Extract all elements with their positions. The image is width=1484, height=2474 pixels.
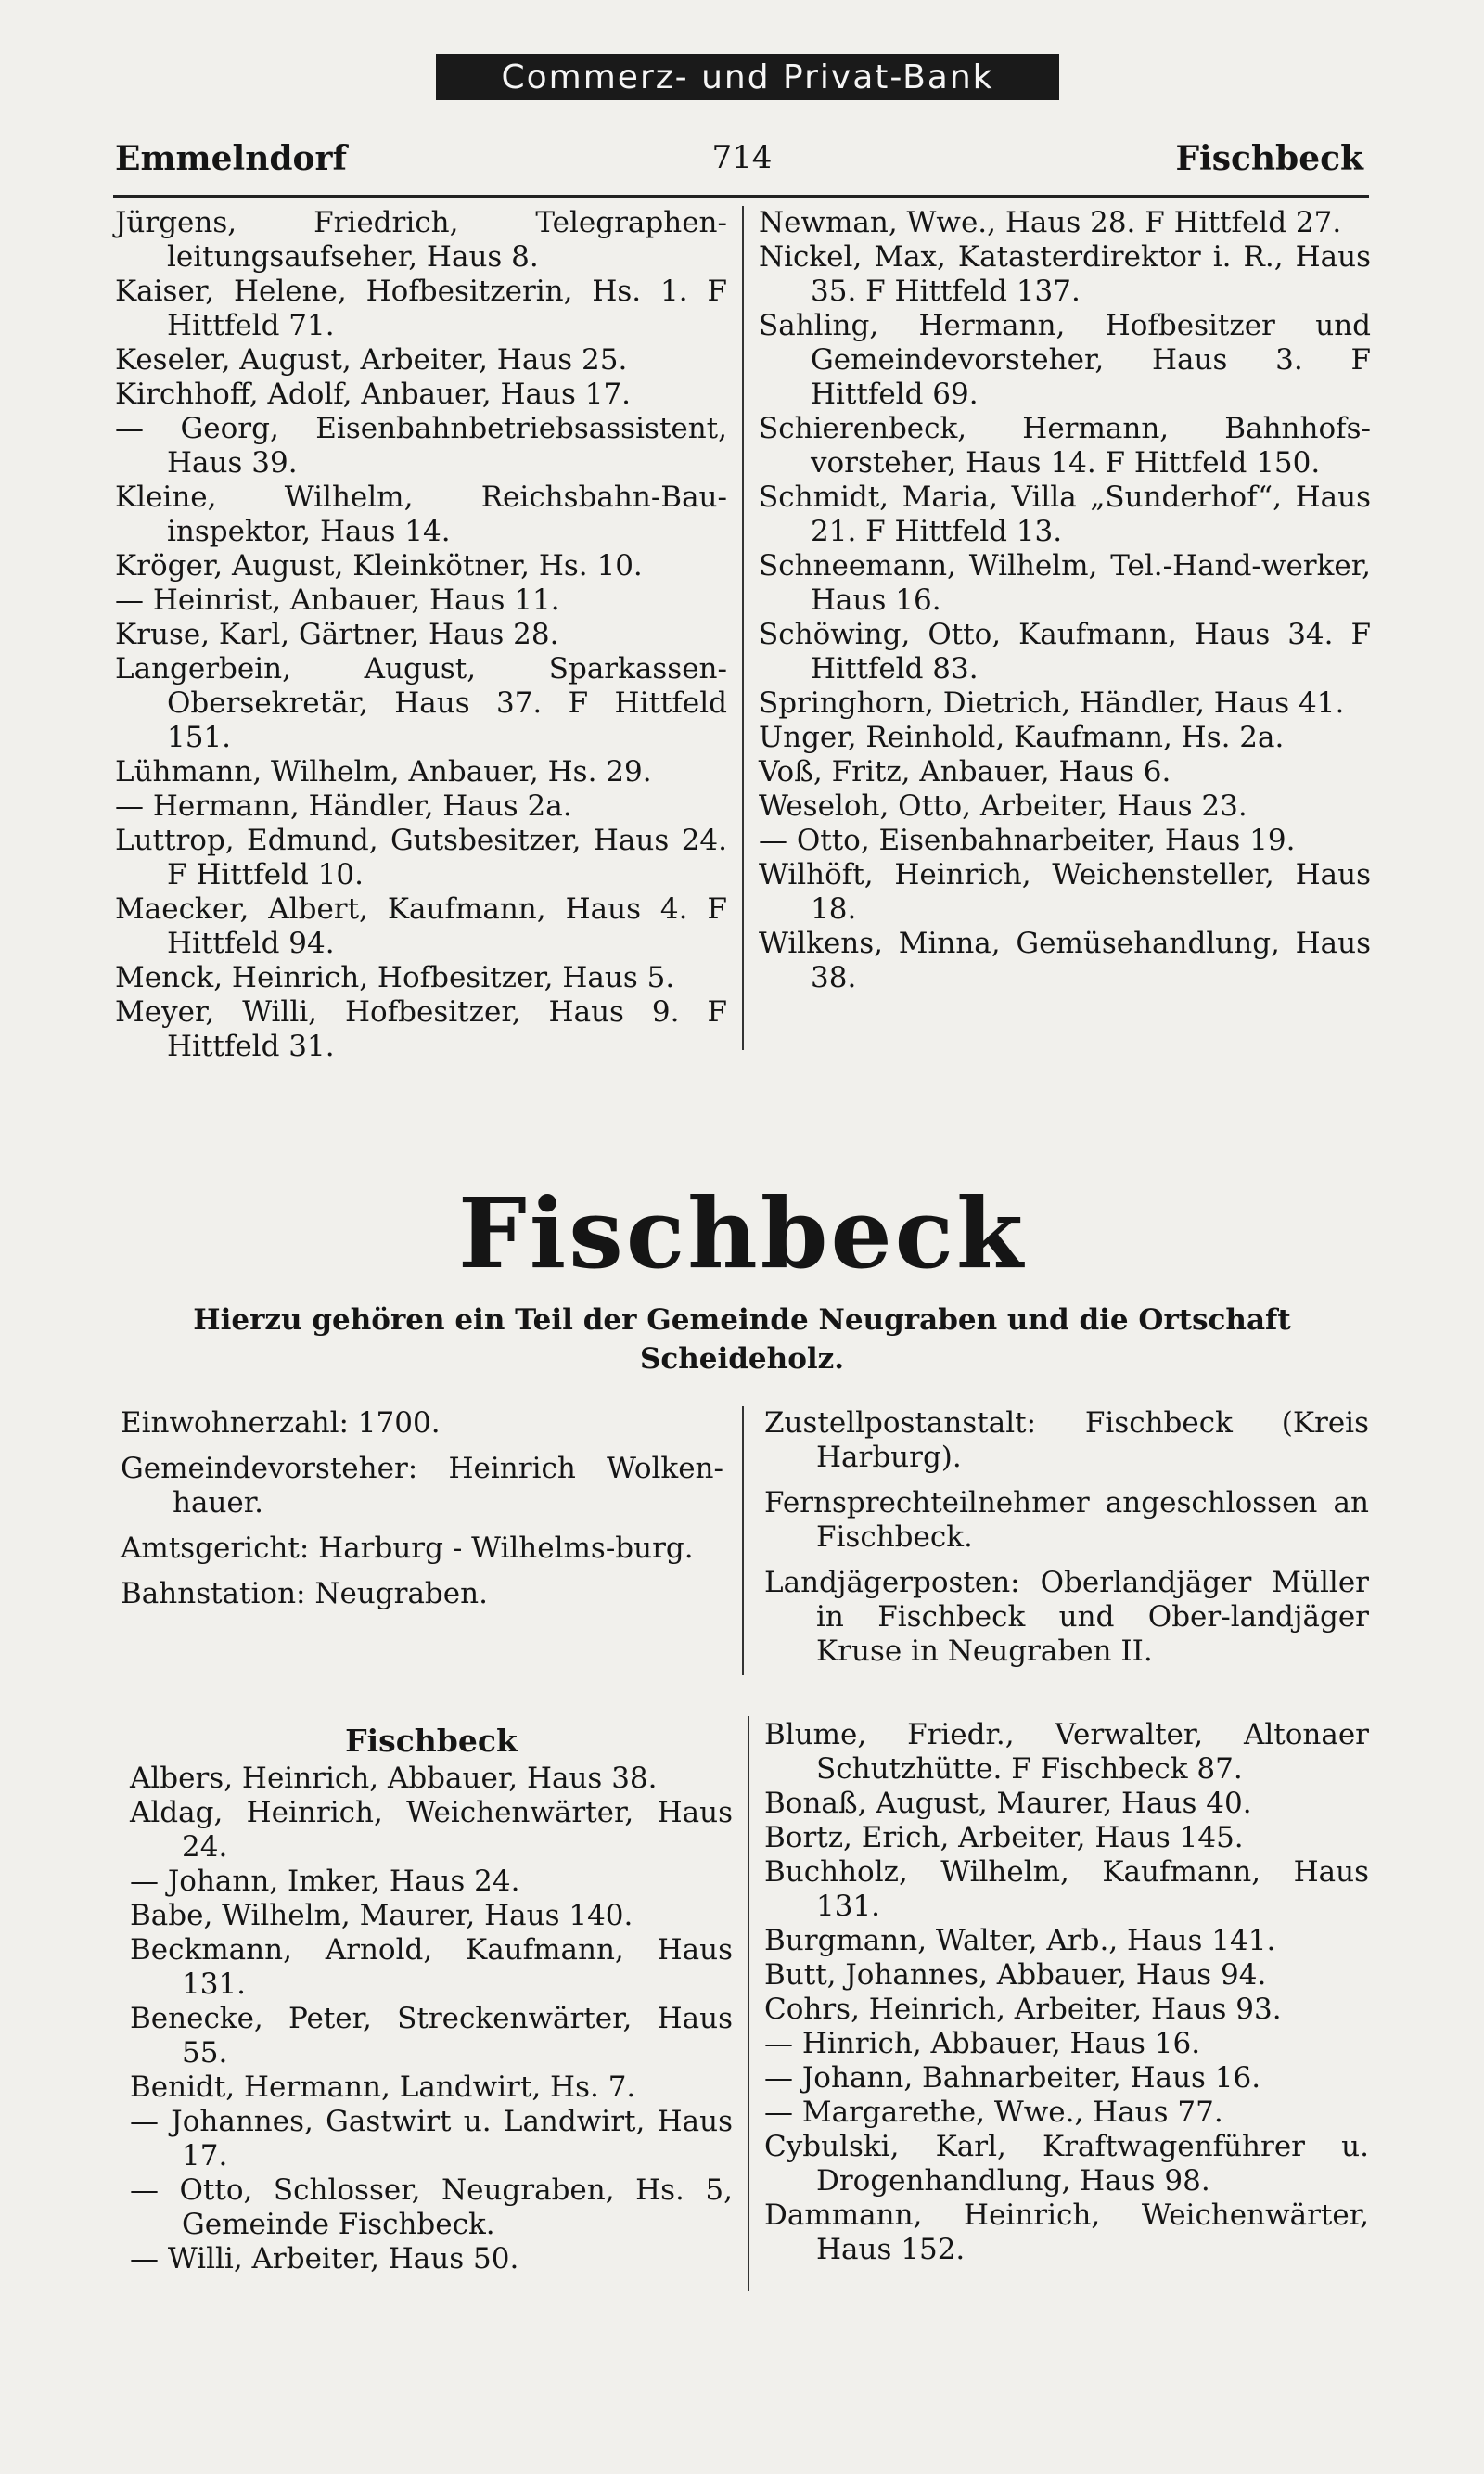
info-item: Bahnstation: Neugraben. xyxy=(121,1577,488,1610)
list-item: Kleine, Wilhelm, Reichsbahn-Bau-inspektor, Haus 14. xyxy=(115,481,727,548)
list-item: — Otto, Schlosser, Neugraben, Hs. 5, Gemeinde Fischbeck. xyxy=(130,2173,733,2241)
list-item: Schierenbeck, Hermann, Bahnhofs-vorsteher, Haus 14. F Hittfeld 150. xyxy=(759,412,1371,480)
list-item: Buchholz, Wilhelm, Kaufmann, Haus 131. xyxy=(764,1855,1369,1923)
list-item: Menck, Heinrich, Hofbesitzer, Haus 5. xyxy=(115,961,675,994)
info-item: Fernsprechteilnehmer angeschlossen an Fischbeck. xyxy=(764,1486,1369,1554)
section-subtitle: Hierzu gehören ein Teil der Gemeinde Neugraben und die Ortschaft Scheideholz. xyxy=(193,1303,1291,1376)
bank-banner: Commerz- und Privat-Bank xyxy=(436,54,1059,100)
list-item: Lühmann, Wilhelm, Anbauer, Hs. 29. xyxy=(115,755,652,788)
info-item: Zustellpostanstalt: Fischbeck (Kreis Harburg). xyxy=(764,1406,1369,1474)
header-rule xyxy=(113,195,1369,198)
list-item: — Margarethe, Wwe., Haus 77. xyxy=(764,2096,1223,2129)
list-item: — Georg, Eisenbahnbetriebsassistent, Haus 39. xyxy=(115,412,727,480)
list-item: Cohrs, Heinrich, Arbeiter, Haus 93. xyxy=(764,1993,1282,2026)
list-item: Wilkens, Minna, Gemüsehandlung, Haus 38. xyxy=(759,927,1371,994)
bottom-right-column xyxy=(764,1718,1369,2267)
info-item: Amtsgericht: Harburg - Wilhelms-burg. xyxy=(121,1532,694,1565)
header-right-keyword: Fischbeck xyxy=(1175,139,1363,178)
bottom-left-column xyxy=(130,1724,733,2276)
list-item: Benidt, Hermann, Landwirt, Hs. 7. xyxy=(130,2070,636,2104)
list-item: Kruse, Karl, Gärtner, Haus 28. xyxy=(115,618,559,651)
info-left-column xyxy=(121,1406,723,1622)
list-item: Maecker, Albert, Kaufmann, Haus 4. F Hittfeld 94. xyxy=(115,892,727,960)
list-item: Newman, Wwe., Haus 28. F Hittfeld 27. xyxy=(759,206,1342,239)
list-item: Meyer, Willi, Hofbesitzer, Haus 9. F Hittfeld 31. xyxy=(115,995,727,1063)
sub-section-heading: Fischbeck xyxy=(345,1723,518,1759)
list-item: Springhorn, Dietrich, Händler, Haus 41. xyxy=(759,686,1345,720)
info-right-column xyxy=(764,1406,1369,1680)
list-item: — Johann, Imker, Haus 24. xyxy=(130,1865,520,1898)
list-item: Cybulski, Karl, Kraftwagenführer u. Drogenhandlung, Haus 98. xyxy=(764,2130,1369,2198)
list-item: — Johannes, Gastwirt u. Landwirt, Haus 17. xyxy=(130,2105,733,2173)
list-item: Kröger, August, Kleinkötner, Hs. 10. xyxy=(115,549,643,583)
list-item: — Heinrist, Anbauer, Haus 11. xyxy=(115,583,560,617)
column-divider xyxy=(742,206,744,1050)
list-item: Sahling, Hermann, Hofbesitzer und Gemeindevorsteher, Haus 3. F Hittfeld 69. xyxy=(759,309,1371,411)
list-item: Weseloh, Otto, Arbeiter, Haus 23. xyxy=(759,789,1247,823)
list-item: Butt, Johannes, Abbauer, Haus 94. xyxy=(764,1958,1267,1992)
list-item: Dammann, Heinrich, Weichenwärter, Haus 152. xyxy=(764,2198,1369,2266)
list-item: Unger, Reinhold, Kaufmann, Hs. 2a. xyxy=(759,721,1285,754)
list-item: Kirchhoff, Adolf, Anbauer, Haus 17. xyxy=(115,378,632,411)
list-item: — Hinrich, Abbauer, Haus 16. xyxy=(764,2027,1201,2060)
info-item: Gemeindevorsteher: Heinrich Wolken-hauer. xyxy=(121,1452,723,1519)
list-item: Albers, Heinrich, Abbauer, Haus 38. xyxy=(130,1762,658,1795)
list-item: Kaiser, Helene, Hofbesitzerin, Hs. 1. F Hittfeld 71. xyxy=(115,275,727,342)
top-left-column xyxy=(115,206,727,1064)
column-divider xyxy=(748,1716,749,2291)
list-item: — Hermann, Händler, Haus 2a. xyxy=(115,789,572,823)
list-item: Burgmann, Walter, Arb., Haus 141. xyxy=(764,1924,1276,1957)
list-item: Bonaß, August, Maurer, Haus 40. xyxy=(764,1787,1252,1820)
list-item: Schmidt, Maria, Villa „Sunderhof“, Haus 21. F Hittfeld 13. xyxy=(759,481,1371,548)
info-item: Einwohnerzahl: 1700. xyxy=(121,1406,441,1440)
page-number: 714 xyxy=(711,139,773,176)
list-item: Beckmann, Arnold, Kaufmann, Haus 131. xyxy=(130,1933,733,2001)
section-title: Fischbeck xyxy=(457,1176,1027,1290)
list-item: Keseler, August, Arbeiter, Haus 25. xyxy=(115,343,628,377)
info-item: Landjägerposten: Oberlandjäger Müller in Fischbeck und Ober-landjäger Kruse in Neugraben II. xyxy=(764,1566,1369,1668)
list-item: Jürgens, Friedrich, Telegraphen-leitungsaufseher, Haus 8. xyxy=(115,206,727,274)
list-item: Voß, Fritz, Anbauer, Haus 6. xyxy=(759,755,1171,788)
header-left-keyword: Emmelndorf xyxy=(115,139,348,178)
top-right-column xyxy=(759,206,1371,995)
column-divider xyxy=(742,1406,744,1675)
list-item: Nickel, Max, Katasterdirektor i. R., Haus 35. F Hittfeld 137. xyxy=(759,240,1371,308)
list-item: Langerbein, August, Sparkassen-Obersekretär, Haus 37. F Hittfeld 151. xyxy=(115,652,727,754)
list-item: Schneemann, Wilhelm, Tel.-Hand-werker, Haus 16. xyxy=(759,549,1371,617)
list-item: — Willi, Arbeiter, Haus 50. xyxy=(130,2242,519,2275)
list-item: Schöwing, Otto, Kaufmann, Haus 34. F Hittfeld 83. xyxy=(759,618,1371,686)
list-item: Aldag, Heinrich, Weichenwärter, Haus 24. xyxy=(130,1796,733,1864)
list-item: Luttrop, Edmund, Gutsbesitzer, Haus 24. F Hittfeld 10. xyxy=(115,824,727,891)
list-item: Babe, Wilhelm, Maurer, Haus 140. xyxy=(130,1899,633,1932)
list-item: — Otto, Eisenbahnarbeiter, Haus 19. xyxy=(759,824,1296,857)
list-item: Bortz, Erich, Arbeiter, Haus 145. xyxy=(764,1821,1244,1854)
list-item: — Johann, Bahnarbeiter, Haus 16. xyxy=(764,2061,1261,2095)
list-item: Blume, Friedr., Verwalter, Altonaer Schutzhütte. F Fischbeck 87. xyxy=(764,1718,1369,1786)
list-item: Wilhöft, Heinrich, Weichensteller, Haus 18. xyxy=(759,858,1371,926)
list-item: Benecke, Peter, Streckenwärter, Haus 55. xyxy=(130,2002,733,2070)
